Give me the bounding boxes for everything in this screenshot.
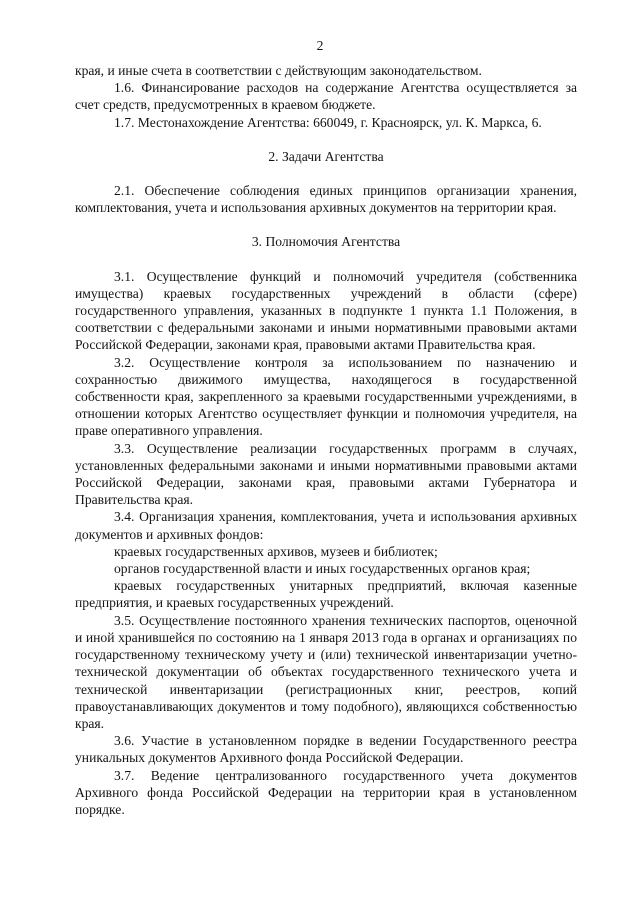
page-number: 2 [316, 38, 324, 53]
paragraph-1-6: 1.6. Финансирование расходов на содержание Агентства осуществляется за счет средств, предусмотренных в краевом бюджете. [75, 80, 577, 113]
paragraph-1-5-continuation: края, и иные счета в соответствии с действующим законодательством. [75, 63, 482, 78]
paragraph-2-1: 2.1. Обеспечение соблюдения единых принципов организации хранения, комплектования, учета и использования архивных документов на территории края. [75, 183, 577, 216]
paragraph-3-6: 3.6. Участие в установленном порядке в ведении Государственного реестра уникальных документов Архивного фонда Российской Федерации. [75, 733, 577, 766]
section-3-heading: 3. Полномочия Агентства [251, 234, 401, 250]
paragraph-1-7: 1.7. Местонахождение Агентства: 660049, г. Красноярск, ул. К. Маркса, 6. [114, 114, 542, 130]
paragraph-3-2: 3.2. Осуществление контроля за использованием по назначению и сохранностью движимого имущества, находящегося в государственной собственности края, закрепленного за краевыми государственными учреждениями, в отношении которых Агентство осуществляет функции и полномочия учредителя, на праве оперативного управления. [75, 354, 577, 439]
document-body [75, 62, 577, 818]
paragraph-3-3: 3.3. Осуществление реализации государственных программ в случаях, установленных федеральными законами и иными нормативными правовыми актами Российской Федерации, законами края, правовыми актами Губернатора и Правительства края. [75, 440, 577, 508]
section-2-heading: 2. Задачи Агентства [268, 148, 384, 164]
paragraph-3-1: 3.1. Осуществление функций и полномочий учредителя (собственника имущества) краевых государственных учреждений в области (сфере) государственного управления, указанных в подпункте 1 пункта 1.1 Положения, в соответствии с федеральными законами и иными нормативными правовыми актами Российской Федерации, законами края, правовыми актами Правительства края. [75, 268, 577, 353]
list-item-state-bodies: органов государственной власти и иных государственных органов края; [114, 561, 531, 577]
list-item-enterprises: краевых государственных унитарных предприятий, включая казенные предприятия, и краевых государственных учреждений. [75, 578, 577, 611]
paragraph-3-5: 3.5. Осуществление постоянного хранения технических паспортов, оценочной и иной хранившейся по состоянию на 1 января 2013 года в органах и организациях по государственному техническому учету и (или) технической инвентаризации учетно-технической документации об объектах государственного технического учета и технической инвентаризации (регистрационных книг, реестров, копий правоустанавливающих документов и тому подобного), являющихся собственностью края. [75, 612, 577, 731]
list-item-archives: краевых государственных архивов, музеев и библиотек; [114, 543, 438, 559]
paragraph-3-4: 3.4. Организация хранения, комплектования, учета и использования архивных документов и архивных фондов: [75, 509, 577, 542]
paragraph-3-7: 3.7. Ведение централизованного государственного учета документов Архивного фонда Российской Федерации на территории края в установленном порядке. [75, 767, 577, 817]
